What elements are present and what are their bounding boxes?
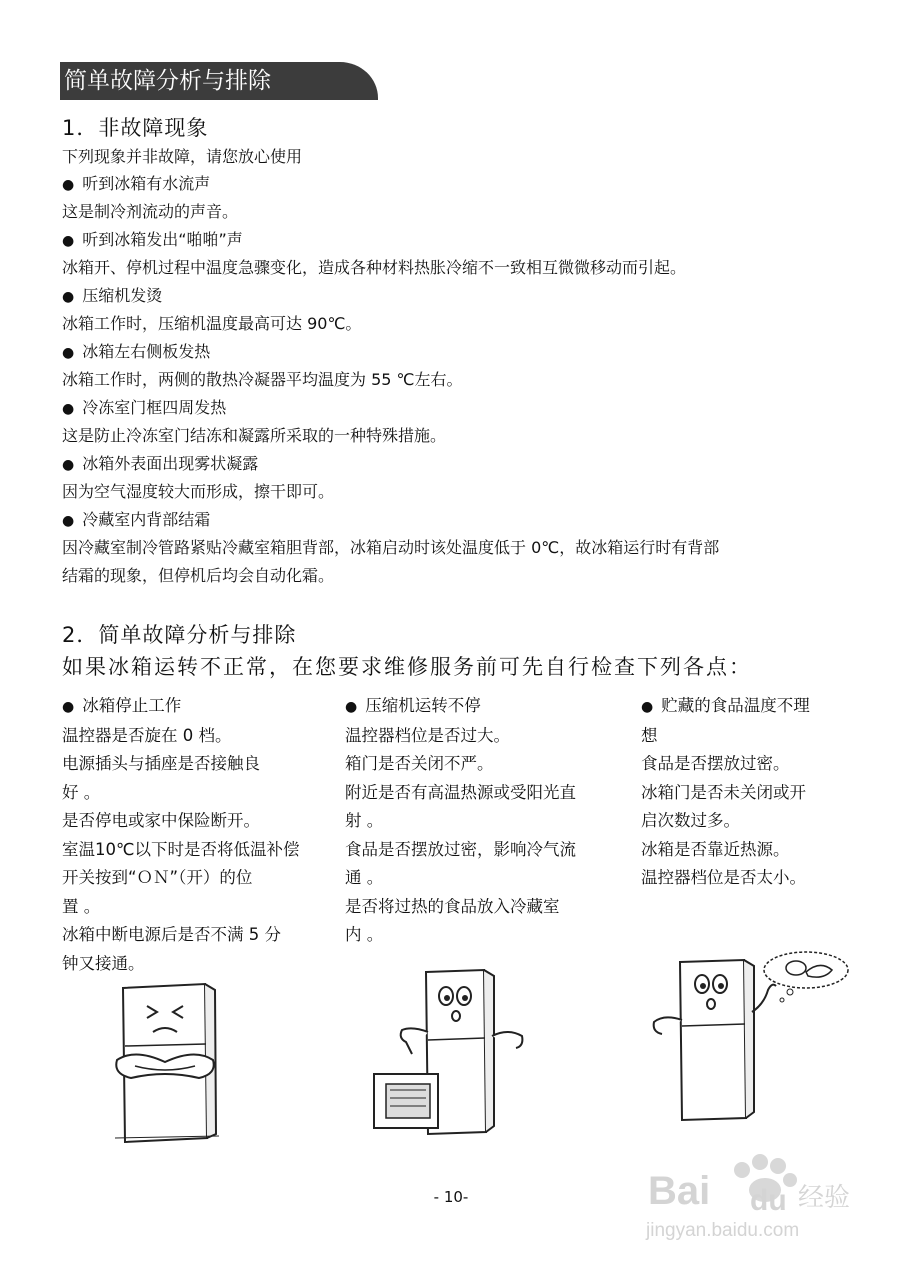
item6-text: 因为空气湿度较大而形成，擦干即可。	[62, 482, 335, 501]
item6-heading: ● 冰箱外表面出现雾状凝露	[62, 451, 258, 474]
check-line: 通 。	[345, 868, 384, 887]
item3-heading: ● 压缩机发烫	[62, 283, 162, 306]
item7-text-line2: 结霜的现象，但停机后均会自动化霜。	[62, 566, 335, 585]
check-line: 钟又接通。	[62, 953, 145, 973]
item4-text: 冰箱工作时，两侧的散热冷凝器平均温度为 55 ℃左右。	[62, 370, 463, 389]
section2-title: 2．简单故障分析与排除	[62, 623, 297, 647]
check-line: 附近是否有高温热源或受阳光直	[345, 782, 576, 802]
check-line: 温控器是否旋在 0 档。	[62, 725, 232, 745]
fridge-thinking-illustration	[640, 950, 850, 1122]
section1-title: 1．非故障现象	[62, 116, 209, 140]
check-line: 开关按到“ＯＮ”（开）的位	[62, 868, 253, 887]
fridge-arms-crossed-illustration	[95, 978, 235, 1150]
check-line: 内 。	[345, 925, 384, 944]
item4-heading: ● 冰箱左右侧板发热	[62, 339, 210, 362]
baidu-jingyan-watermark	[620, 1140, 880, 1260]
fridge-pointing-illustration	[372, 966, 534, 1138]
check-line: 启次数过多。	[641, 811, 740, 830]
item5-text: 这是防止冷冻室门结冻和凝露所采取的一种特殊措施。	[62, 426, 447, 445]
column-heading: ● 冰箱停止工作	[62, 692, 300, 722]
item7-heading: ● 冷藏室内背部结霜	[62, 507, 210, 530]
watermark-brand-bai: Bai	[648, 1169, 711, 1213]
check-line: 温控器档位是否太小。	[641, 868, 806, 887]
item5-heading: ● 冷冻室门框四周发热	[62, 395, 226, 418]
item1-text: 这是制冷剂流动的声音。	[62, 202, 239, 221]
item3-text: 冰箱工作时，压缩机温度最高可达 90℃。	[62, 314, 362, 333]
check-line: 是否将过热的食品放入冷藏室	[345, 896, 560, 916]
item2-heading: ● 听到冰箱发出“啪啪”声	[62, 227, 243, 250]
watermark-url: jingyan.baidu.com	[646, 1220, 800, 1241]
item1-heading: ● 听到冰箱有水流声	[62, 171, 210, 194]
check-line: 箱门是否关闭不严。	[345, 754, 494, 773]
item2-text: 冰箱开、停机过程中温度急骤变化，造成各种材料热胀冷缩不一致相互微微移动而引起。	[62, 258, 687, 277]
check-line: 室温10℃以下时是否将低温补偿	[62, 839, 300, 859]
item7-text-line1: 因冷藏室制冷管路紧贴冷藏室箱胆背部，冰箱启动时该处温度低于 0℃，故冰箱运行时有背部	[62, 538, 720, 557]
column-heading: ● 压缩机运转不停	[345, 692, 576, 722]
check-line: 射 。	[345, 811, 384, 830]
column-food-temp	[641, 692, 810, 893]
section-header-bar	[60, 62, 378, 100]
check-line: 冰箱中断电源后是否不满 5 分	[62, 925, 281, 944]
page-number: - 10-	[433, 1188, 469, 1206]
check-line: 温控器档位是否过大。	[345, 725, 510, 745]
check-line: 是否停电或家中保险断开。	[62, 811, 260, 830]
section1-intro: 下列现象并非故障，请您放心使用	[62, 147, 303, 166]
watermark-brand-cn: 经验	[798, 1183, 851, 1213]
column-stopped	[62, 692, 300, 978]
check-line: 冰箱是否靠近热源。	[641, 839, 790, 859]
check-line: 想	[641, 725, 658, 745]
check-line: 食品是否摆放过密，影响冷气流	[345, 839, 576, 859]
check-line: 冰箱门是否未关闭或开	[641, 782, 806, 802]
page-title: 简单故障分析与排除	[64, 68, 271, 94]
check-line: 好 。	[62, 782, 101, 802]
check-line: 电源插头与插座是否接触良	[62, 754, 260, 773]
check-line: 食品是否摆放过密。	[641, 754, 790, 773]
column-compressor	[345, 692, 576, 950]
check-line: 置 。	[62, 896, 101, 916]
watermark-brand-du: du	[750, 1184, 787, 1217]
column-heading: ● 贮藏的食品温度不理	[641, 692, 810, 722]
section2-lead: 如果冰箱运转不正常，在您要求维修服务前可先自行检查下列各点：	[62, 655, 752, 679]
